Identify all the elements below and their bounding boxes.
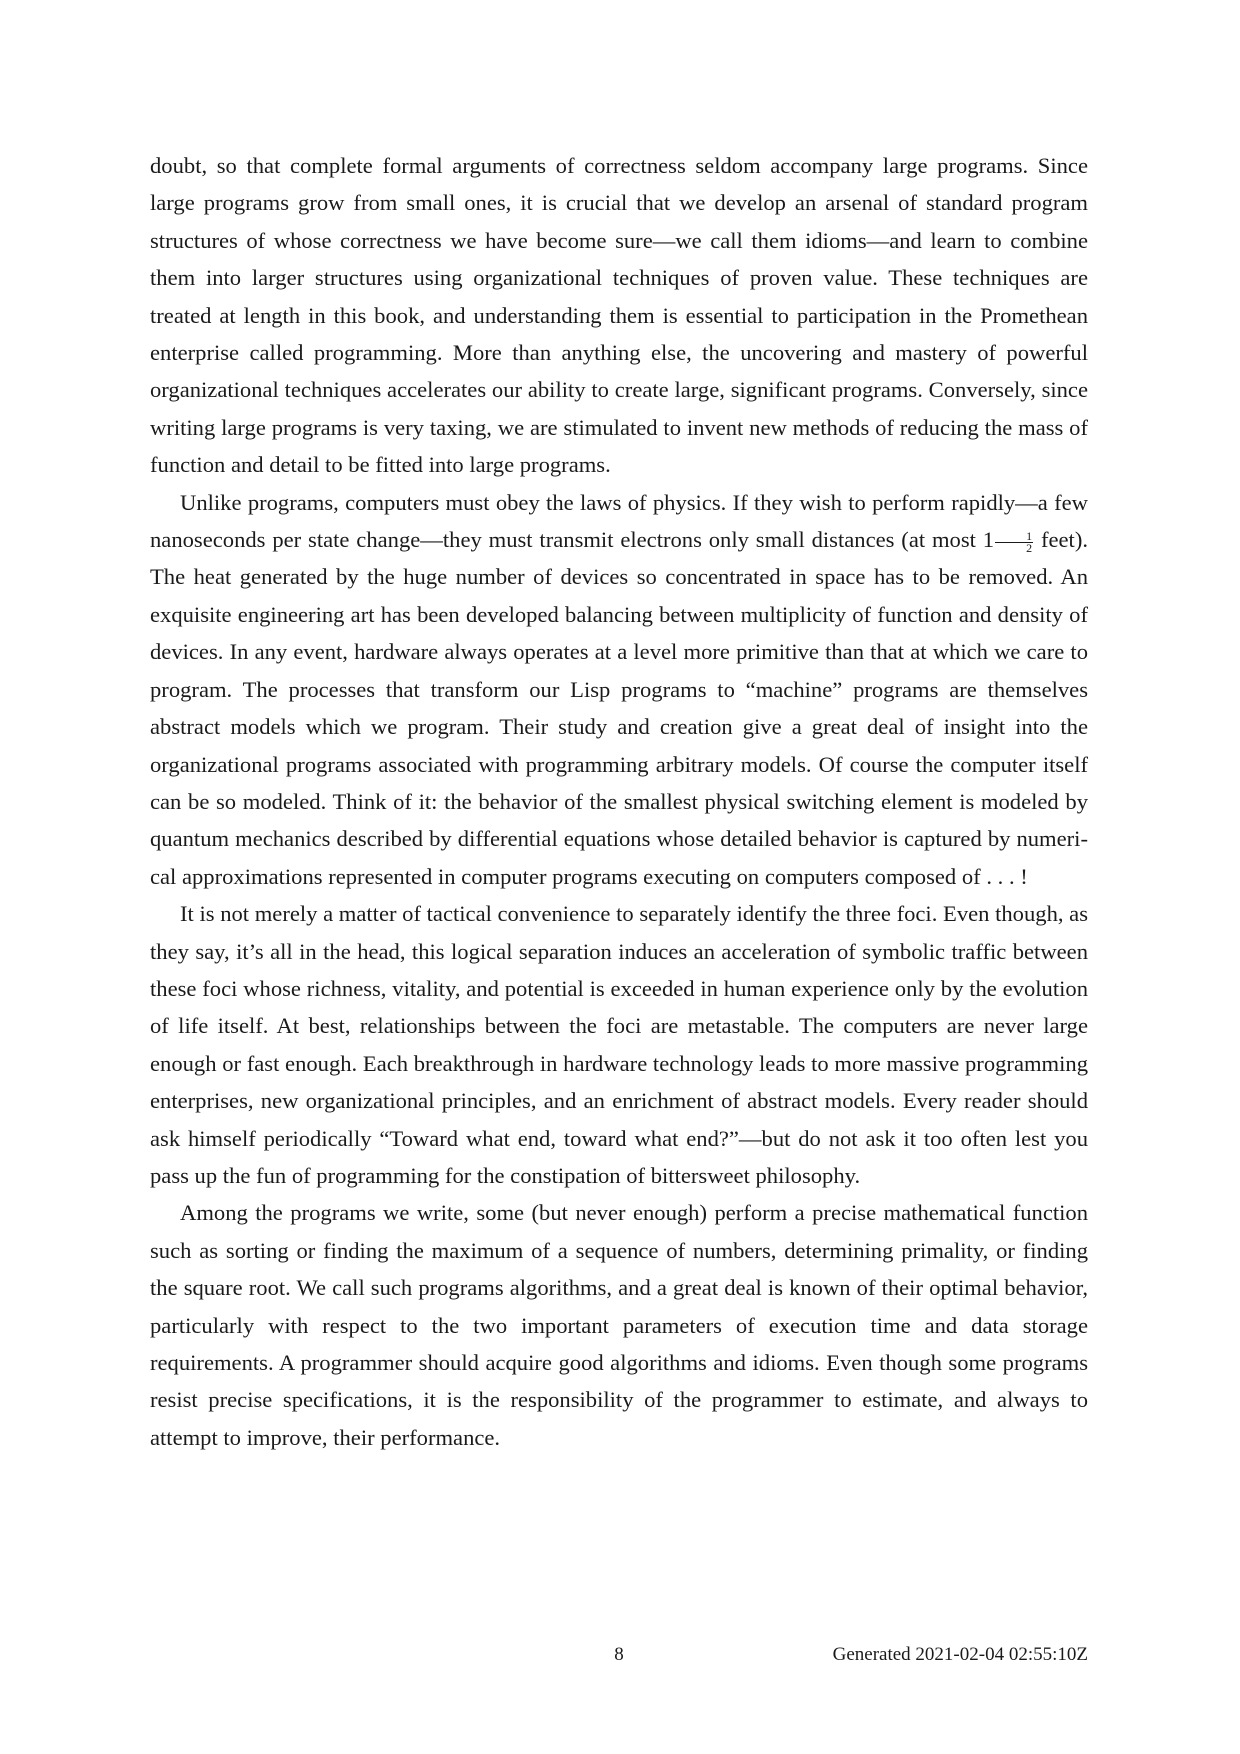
fraction-numerator: 1 <box>995 531 1033 543</box>
paragraph-3: It is not merely a matter of tactical convenience to separately identify the three foci. Even though, as they say, it’s all in the head, this logical separation induces an acceleration of symbolic traffic between these foci whose richness, vitality, and potential is exceeded in human experience only by the evolution of life itself. At best, relationships between the foci are metastable. The computers are never large enough or fast enough. Each breakthrough in hardware technology leads to more massive programming enterprises, new organizational principles, and an enrichment of abstract models. Every reader should ask himself periodically “Toward what end, toward what end?”—but do not ask it too often lest you pass up the fun of programming for the constipation of bittersweet philosophy. <box>150 901 1088 1188</box>
fraction-one-half <box>995 531 1033 554</box>
paragraph-1: doubt, so that complete formal arguments of correctness seldom accompany large programs. Since large programs grow from small ones, it is crucial that we develop an arsenal of standard program structures of whose correctness we have become sure—we call them idioms—and learn to combine them into larger structures using organizational techniques of proven value. These techniques are treated at length in this book, and understanding them is essential to participation in the Promethean enterprise called programming. More than anything else, the uncovering and mastery of powerful organizational techniques accelerates our ability to create large, significant programs. Conversely, since writing large programs is very taxing, we are stimulated to invent new methods of reducing the mass of function and detail to be fitted into large programs. <box>150 153 1088 478</box>
generated-timestamp: Generated 2021-02-04 02:55:10Z <box>832 1644 1088 1665</box>
page-footer <box>150 1640 1088 1670</box>
page-number: 8 <box>614 1644 624 1665</box>
fraction-denominator: 2 <box>1026 541 1033 556</box>
paragraph-2-text-after: feet). The heat generated by the huge number of devices so concentrated in space has to be removed. An exquisite engineering art has been developed balancing between multiplicity of function and density of devices. In any event, hardware always operates at a level more primitive than that at which we care to program. The processes that transform our Lisp programs to “machine” programs are themselves abstract models which we program. Their study and creation give a great deal of insight into the organizational programs associated with programming arbitrary models. Of course the computer itself can be so modeled. Think of it: the behavior of the smallest physical switching element is modeled by quantum mechanics described by differential equations whose detailed behavior is captured by numerical approximations represented in computer programs executing on computers composed of . . . ! <box>150 527 1088 889</box>
paragraph-2-text-before: Unlike programs, computers must obey the laws of physics. If they wish to perform rapidly—a few nanoseconds per state change—they must transmit electrons only small distances (at most 1 <box>150 489 1088 553</box>
paragraph-4: Among the programs we write, some (but never enough) perform a precise mathematical function such as sorting or finding the maximum of a sequence of numbers, determining primality, or finding the square root. We call such programs algorithms, and a great deal is known of their optimal behavior, particularly with respect to the two important parameters of execution time and data storage requirements. A programmer should acquire good algorithms and idioms. Even though some programs resist precise specifications, it is the responsibility of the programmer to estimate, and always to attempt to improve, their performance. <box>150 1200 1088 1450</box>
paragraph-2 <box>150 484 1088 895</box>
page-body <box>150 147 1088 1456</box>
